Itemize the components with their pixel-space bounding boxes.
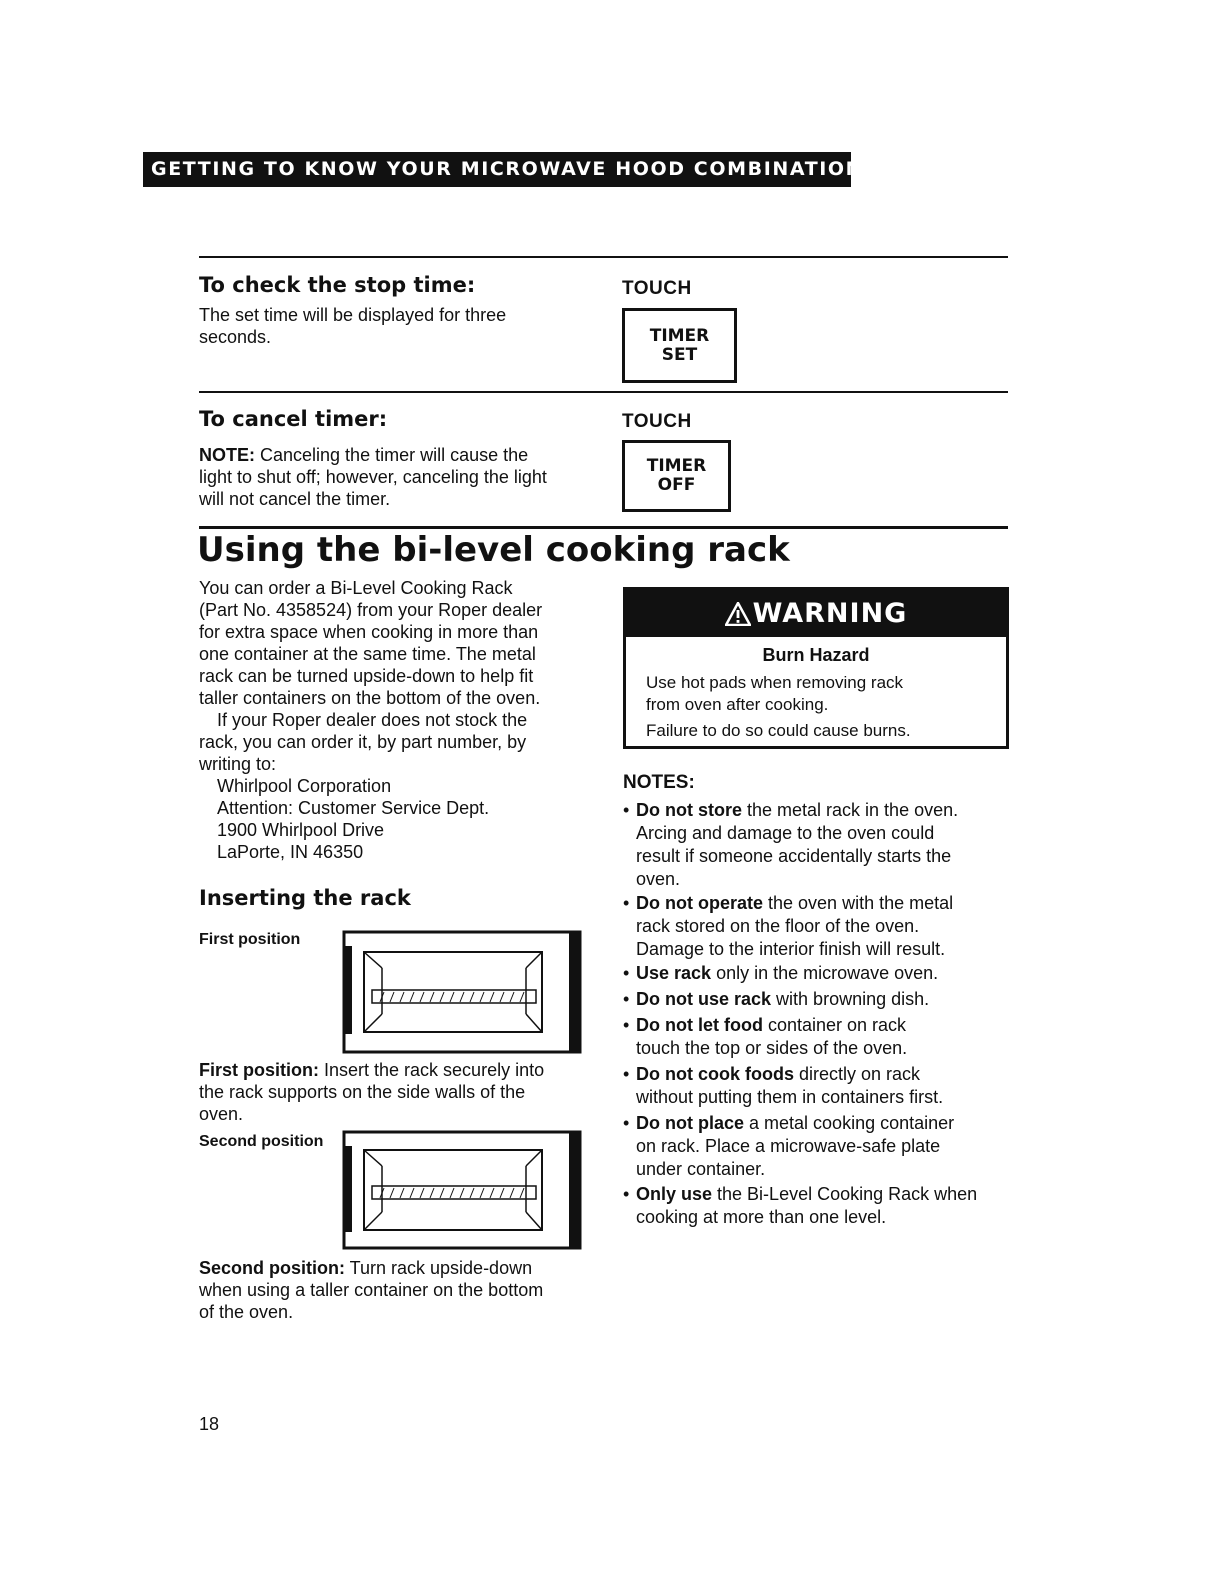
note-text [623,892,1015,961]
intro-line: (Part No. 4358524) from your Roper dealer [199,600,543,620]
inserting-title: Inserting the rack [199,886,411,910]
caption-bold: First position: [199,1060,319,1080]
warning-line: from oven after cooking. [646,695,829,714]
section-banner: GETTING TO KNOW YOUR MICROWAVE HOOD COMBINATION [143,152,851,187]
second-position-label: Second position [199,1133,324,1150]
note-text [623,1183,1015,1229]
page-title: Using the bi-level cooking rack [197,530,790,570]
second-position-caption [199,1257,589,1323]
first-position-label: First position [199,931,301,948]
page-number: 18 [199,1414,220,1434]
note-line: with browning dish. [771,989,930,1009]
second-position-diagram [340,1128,583,1252]
note-line: container on rack [762,1015,907,1035]
note-item [623,892,1015,961]
note-item [623,1063,1015,1109]
note-bold: Do not place [636,1113,745,1133]
key-label: SET [661,344,698,365]
key-label: OFF [657,475,696,495]
note-bold: Use rack [636,963,712,983]
notes-title: NOTES: [623,772,695,793]
note-item [623,988,1015,1011]
bullet-icon: • [623,1064,630,1084]
note-bold: Do not use rack [636,989,772,1009]
timer-off-key[interactable] [622,440,731,512]
note-line: rack stored on the floor of the oven. [636,916,920,936]
intro-line: You can order a Bi-Level Cooking Rack [199,578,513,598]
key-label: TIMER [649,325,710,346]
cancel-timer-text [199,444,599,510]
note-line: the Bi-Level Cooking Rack when [712,1184,978,1204]
intro-line: rack can be turned upside-down to help fit [199,666,534,686]
bullet-icon: • [623,989,630,1009]
note-text [623,1014,1015,1060]
intro-line: one container at the same time. The metal [199,644,536,664]
note-text [623,1063,1015,1109]
bullet-icon: • [623,1015,630,1035]
note-bold: Only use [636,1184,713,1204]
intro-line: If your Roper dealer does not stock the [217,710,528,730]
caption-line: Insert the rack securely into [319,1060,545,1080]
timer-set-key[interactable] [622,308,737,383]
note-line: only in the microwave oven. [711,963,939,983]
note-line: touch the top or sides of the oven. [636,1038,908,1058]
note-line: on rack. Place a microwave-safe plate [636,1136,941,1156]
note-item [623,1014,1015,1060]
note-line: a metal cooking container [744,1113,955,1133]
warning-header [626,590,1006,637]
note-label: NOTE: [199,445,255,465]
note-line: oven. [636,869,681,889]
check-stop-line: The set time will be displayed for three [199,305,507,325]
note-line: directly on rack [793,1064,921,1084]
first-position-caption [199,1059,589,1125]
caption-line: of the oven. [199,1302,294,1322]
bullet-icon: • [623,1184,630,1204]
warning-text [626,672,1006,742]
caption-line: the rack supports on the side walls of the [199,1082,526,1102]
cancel-line: will not cancel the timer. [199,489,391,509]
caption-line: Turn rack upside-down [345,1258,533,1278]
bullet-icon: • [623,800,630,820]
note-line: under container. [636,1159,766,1179]
note-bold: Do not operate [636,893,764,913]
cancel-line: Canceling the timer will cause the [255,445,529,465]
check-stop-line: seconds. [199,327,272,347]
intro-line: writing to: [199,754,277,774]
address-line: Whirlpool Corporation [217,776,392,796]
intro-line: taller containers on the bottom of the oven. [199,688,541,708]
note-line: the oven with the metal [763,893,954,913]
note-line: result if someone accidentally starts the [636,846,952,866]
caption-line: oven. [199,1104,244,1124]
cancel-timer-title: To cancel timer: [199,407,388,431]
touch-label: TOUCH [622,278,692,299]
check-stop-title: To check the stop time: [199,273,476,297]
note-text [623,962,1015,985]
note-item [623,962,1015,985]
address-block [199,775,589,863]
warning-box [623,587,1009,749]
note-line: without putting them in containers first. [636,1087,944,1107]
note-bold: Do not cook foods [636,1064,794,1084]
note-line: Arcing and damage to the oven could [636,823,935,843]
warning-heading: WARNING [752,598,908,629]
note-text [623,799,1015,891]
caption-bold: Second position: [199,1258,345,1278]
warning-line: Failure to do so could cause burns. [646,721,911,740]
caption-line: when using a taller container on the bottom [199,1280,544,1300]
warning-line: Use hot pads when removing rack [646,673,904,692]
address-line: LaPorte, IN 46350 [217,842,364,862]
warning-triangle-icon [725,602,751,626]
check-stop-text [199,304,579,348]
note-bold: Do not store [636,800,742,820]
intro-line: rack, you can order it, by part number, by [199,732,527,752]
note-bold: Do not let food [636,1015,763,1035]
note-line: Damage to the interior finish will result. [636,939,946,959]
intro-text [199,577,589,863]
touch-label: TOUCH [622,411,692,432]
cancel-line: light to shut off; however, canceling the light [199,467,547,487]
warning-subtitle: Burn Hazard [762,645,870,665]
intro-line: for extra space when cooking in more than [199,622,539,642]
note-item [623,799,1015,891]
bullet-icon: • [623,1113,630,1133]
note-line: cooking at more than one level. [636,1207,887,1227]
bullet-icon: • [623,893,630,913]
note-text [623,988,1015,1011]
note-item [623,1112,1015,1181]
first-position-diagram [340,928,583,1056]
note-line: the metal rack in the oven. [742,800,959,820]
divider-mid [199,391,1008,393]
divider-main [199,526,1008,529]
address-line: 1900 Whirlpool Drive [217,820,385,840]
note-item [623,1183,1015,1229]
key-label: TIMER [646,456,707,476]
bullet-icon: • [623,963,630,983]
address-line: Attention: Customer Service Dept. [217,798,490,818]
note-text [623,1112,1015,1181]
divider-top [199,256,1008,258]
